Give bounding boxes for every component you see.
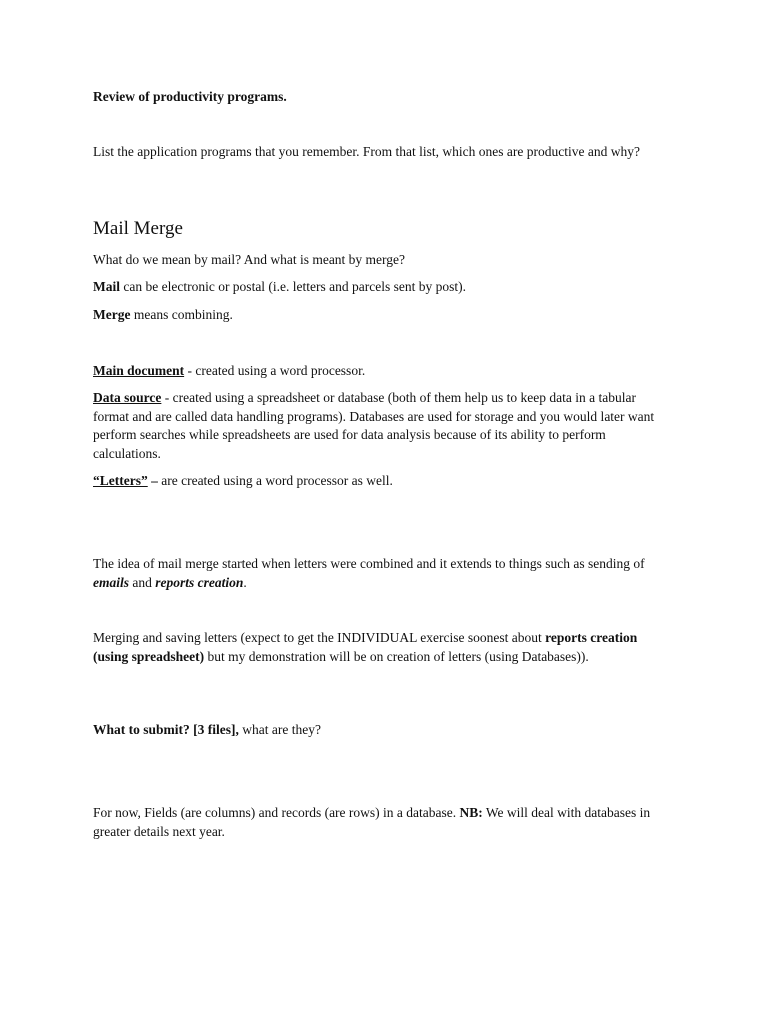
fields-text-2: We will deal with databases in greater details next year. (93, 805, 651, 839)
document-page (93, 0, 673, 1024)
merging-paragraph (93, 629, 673, 666)
idea-text-3: . (243, 574, 247, 590)
letters-text: are created using a word processor as well. (157, 473, 393, 488)
submit-text: what are they? (238, 722, 321, 737)
mail-text: can be electronic or postal (i.e. letters and parcels sent by post). (120, 279, 466, 294)
intro-paragraph: List the application programs that you remember. From that list, which ones are productive and why? (93, 144, 640, 159)
fields-paragraph (93, 804, 673, 841)
fields-nb: NB: (459, 805, 483, 820)
merging-text-1: Merging and saving letters (expect to get the INDIVIDUAL exercise soonest about (93, 630, 546, 645)
idea-text-2: and (129, 574, 156, 590)
fields-text-1: For now, Fields (are columns) and records (are rows) in a database. (93, 805, 460, 820)
document-title: Review of productivity programs. (93, 89, 287, 104)
letters-term: “Letters” (93, 473, 148, 488)
merge-definition (93, 306, 673, 325)
question-paragraph: What do we mean by mail? And what is meant by merge? (93, 252, 406, 267)
mail-definition (93, 278, 673, 297)
data-source-term: Data source (93, 390, 162, 405)
section-heading: Mail Merge (93, 218, 183, 239)
submit-paragraph (93, 721, 673, 740)
letters-dash: – (147, 473, 158, 488)
submit-bold: What to submit? [3 files], (93, 722, 239, 737)
merge-term: Merge (93, 307, 131, 322)
main-document-text: - created using a word processor. (184, 363, 366, 378)
idea-paragraph (93, 555, 673, 592)
merging-bold: reports creation (using spreadsheet) (93, 630, 638, 664)
merging-text-2: but my demonstration will be on creation of letters (using Databases)). (204, 648, 589, 664)
idea-emphasis-emails: emails (93, 574, 129, 590)
data-source-definition (93, 389, 673, 463)
idea-emphasis-reports: reports creation (155, 574, 244, 590)
idea-text-1: The idea of mail merge started when letters were combined and it extends to things such as sending of (93, 556, 645, 571)
letters-definition (93, 472, 673, 491)
merge-text: means combining. (130, 307, 233, 322)
main-document-term: Main document (93, 363, 185, 378)
data-source-text: - created using a spreadsheet or database (both of them help us to keep data in a tabular format and are called data handling programs). Databases are used for storage and you would later want perform searches while spreadsheets are used for data analysis because of its ability to perform calculations. (93, 390, 655, 461)
mail-term: Mail (93, 279, 120, 294)
main-document-definition (93, 362, 673, 381)
